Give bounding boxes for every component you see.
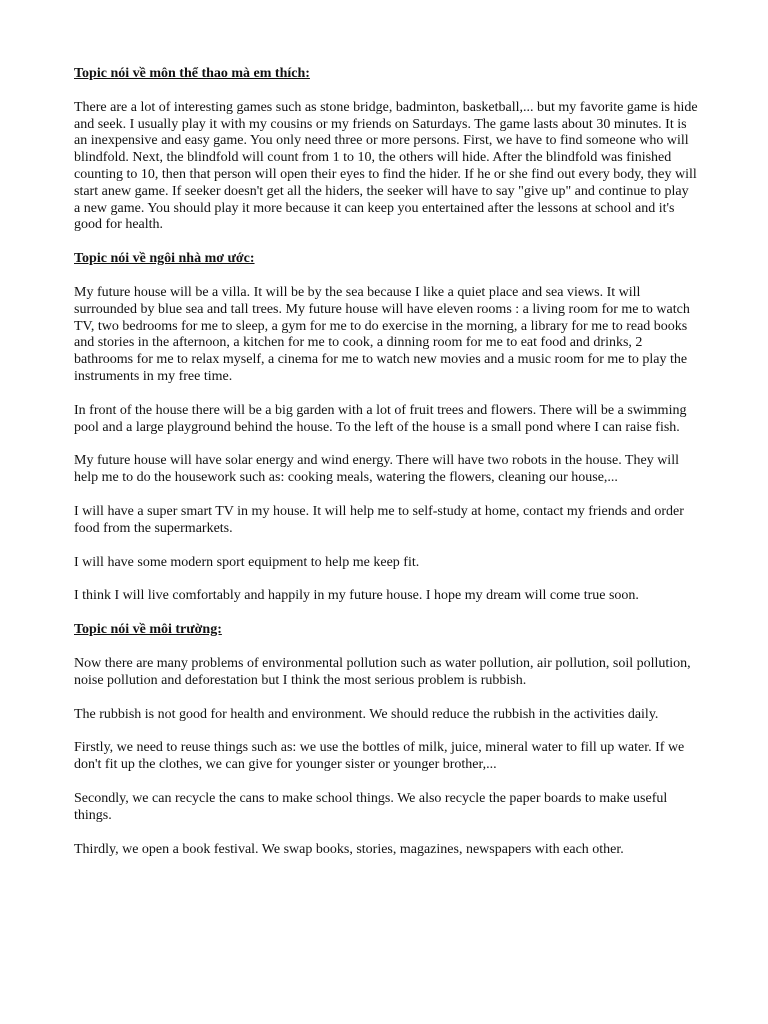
paragraph: Secondly, we can recycle the cans to make school things. We also recycle the paper boards to make useful things. <box>74 790 668 823</box>
paragraph: Thirdly, we open a book festival. We swap books, stories, magazines, newspapers with each other. <box>74 841 624 857</box>
section-environment <box>74 622 698 858</box>
section-heading: Topic nói về môi trường: <box>74 622 222 638</box>
paragraph: The rubbish is not good for health and environment. We should reduce the rubbish in the activities daily. <box>74 706 659 722</box>
paragraph: In front of the house there will be a big garden with a lot of fruit trees and flowers. There will be a swimming pool and a large playground behind the house. To the left of the house is a small pond where I can raise fish. <box>74 402 687 435</box>
section-heading: Topic nói về ngôi nhà mơ ước: <box>74 251 255 267</box>
paragraph: I think I will live comfortably and happily in my future house. I hope my dream will come true soon. <box>74 588 639 604</box>
paragraph: My future house will be a villa. It will be by the sea because I like a quiet place and sea views. It will surrounded by blue sea and tall trees. My future house will have eleven rooms : a living room for me to watch TV, two bedrooms for me to sleep, a gym for me to do exercise in the morning, a library for me to read books and stories in the afternoon, a kitchen for me to cook, a dinning room for me to eat food and drinks, 2 bathrooms for me to relax myself, a cinema for me to watch new movies and a music room for me to play the instruments in my free time. <box>74 284 690 384</box>
paragraph: Now there are many problems of environmental pollution such as water pollution, air pollution, soil pollution, noise pollution and deforestation but I think the most serious problem is rubbish. <box>74 655 691 688</box>
paragraph: My future house will have solar energy and wind energy. There will have two robots in the house. They will help me to do the housework such as: cooking meals, watering the flowers, cleaning our house,... <box>74 453 679 486</box>
paragraph: There are a lot of interesting games such as stone bridge, badminton, basketball,... but my favorite game is hide and seek. I usually play it with my cousins or my friends on Saturdays. The game lasts about 30 minutes. It is an inexpensive and easy game. You only need three or more persons. First, we have to find someone who will blindfold. Next, the blindfold will count from 1 to 10, the others will hide. After the blindfold was finished counting to 10, then that person will open their eyes to find the hider. If he or she find out every body, they will start anew game. If seeker doesn't get all the hiders, the seeker will have to say "give up" and continue to play a new game. You should play it more because it can keep you entertained after the lessons at school and it's good for health. <box>74 99 698 233</box>
section-dream-house <box>74 251 698 605</box>
paragraph: I will have some modern sport equipment to help me keep fit. <box>74 554 420 570</box>
section-heading: Topic nói về môn thể thao mà em thích: <box>74 66 310 81</box>
paragraph: I will have a super smart TV in my house. It will help me to self-study at home, contact my friends and order food from the supermarkets. <box>74 503 684 536</box>
section-favorite-sport <box>74 66 698 234</box>
paragraph: Firstly, we need to reuse things such as: we use the bottles of milk, juice, mineral water to fill up water. If we don't fit up the clothes, we can give for younger sister or younger brother,... <box>74 740 685 773</box>
